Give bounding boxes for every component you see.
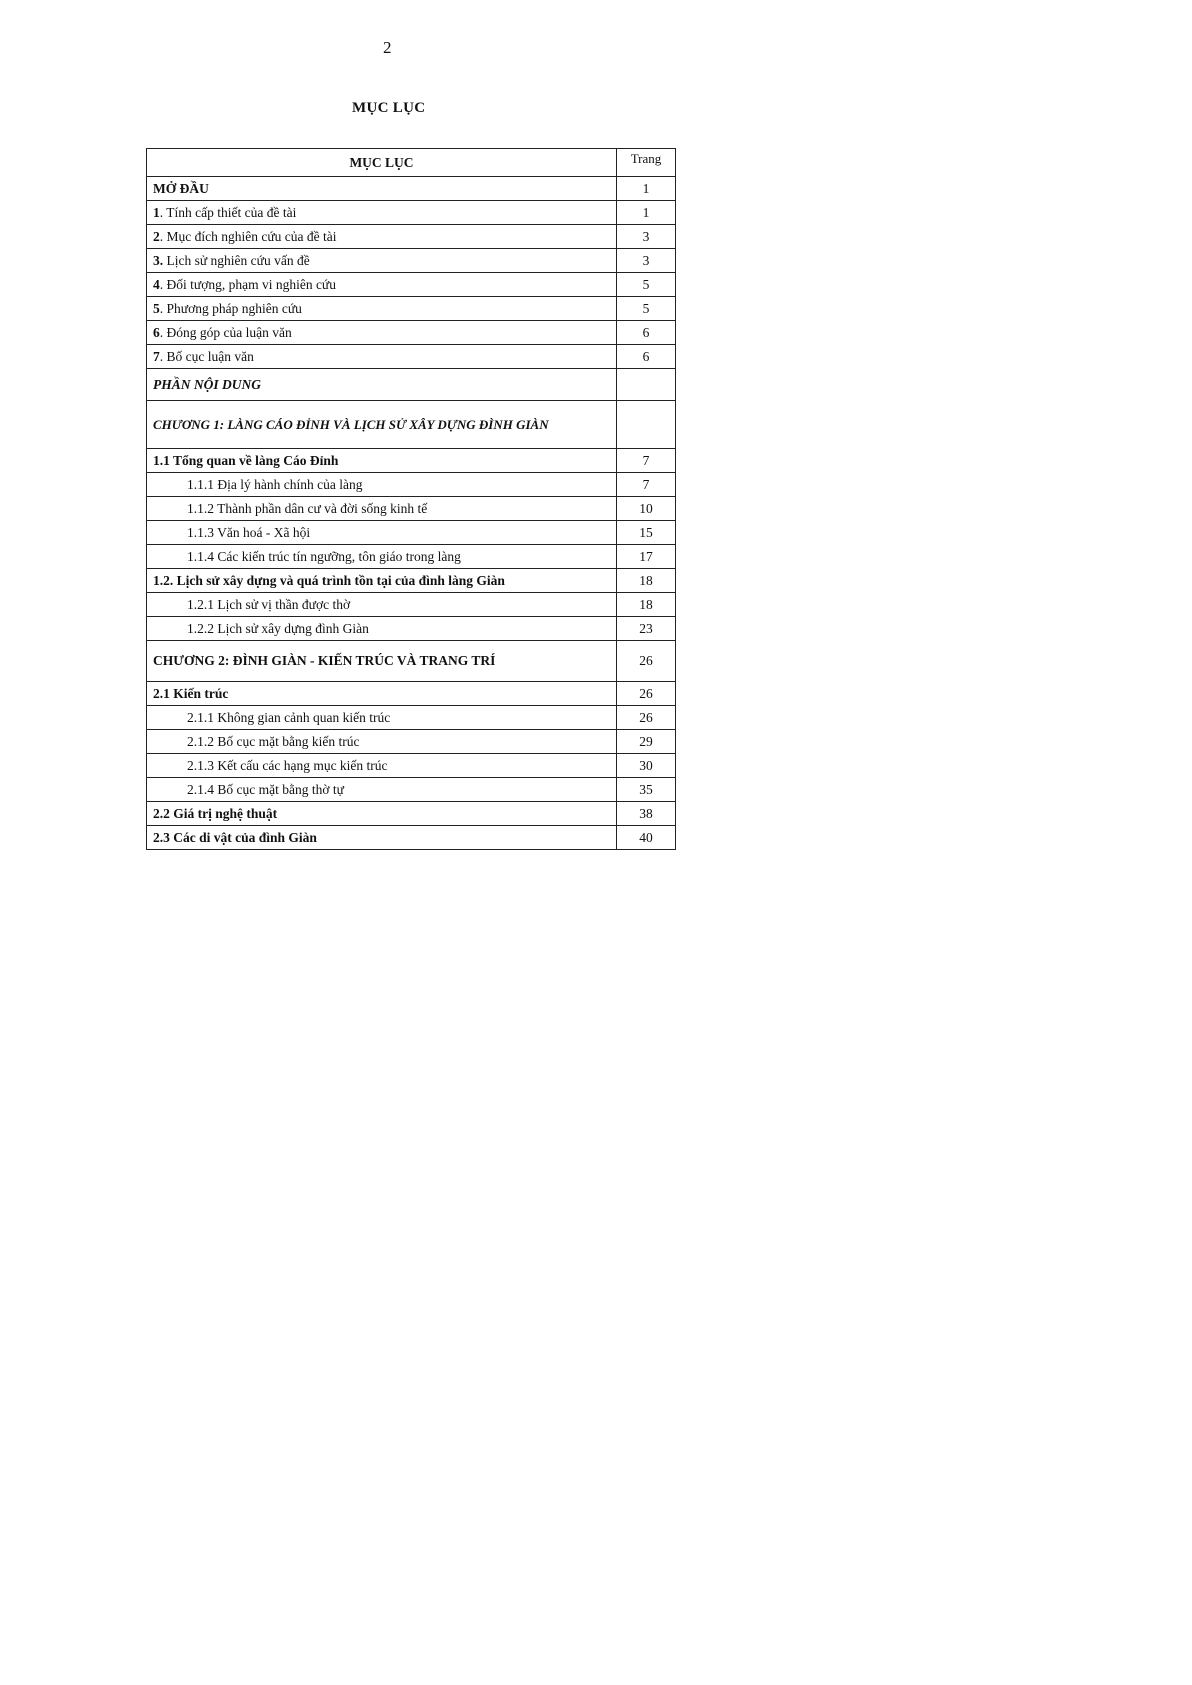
toc-entry-title [147,497,617,521]
toc-row [147,497,676,521]
toc-entry-text: PHẦN NỘI DUNG [153,376,261,392]
toc-row [147,345,676,369]
toc-entry-text: 2.1.2 Bố cục mặt bằng kiến trúc [187,733,360,749]
toc-entry-title [147,754,617,778]
toc-entry-page: 17 [617,545,676,569]
toc-entry-page: 1 [617,201,676,225]
toc-entry-text: 2.1 Kiến trúc [153,685,229,701]
toc-row [147,569,676,593]
toc-entry-page [617,369,676,401]
toc-row [147,225,676,249]
toc-entry-title [147,641,617,682]
toc-row [147,593,676,617]
toc-entry-title [147,617,617,641]
toc-entry-page: 35 [617,778,676,802]
toc-entry-page: 15 [617,521,676,545]
toc-entry-text: 1.1 Tổng quan về làng Cáo Đỉnh [153,452,339,468]
toc-entry-text: . Tính cấp thiết của đề tài [159,204,297,220]
toc-entry-page: 23 [617,617,676,641]
toc-entry-text: Lịch sử nghiên cứu vấn đề [163,252,310,268]
toc-row [147,249,676,273]
toc-entry-title [147,802,617,826]
toc-entry-number: 6 [153,324,160,340]
toc-entry-text: . Bố cục luận văn [159,348,254,364]
toc-entry-number: 4 [153,276,160,292]
toc-entry-title [147,401,617,449]
toc-row [147,177,676,201]
toc-entry-title [147,369,617,401]
toc-entry-text: 2.3 Các di vật của đình Giàn [153,829,317,845]
toc-entry-text: 1.1.4 Các kiến trúc tín ngưỡng, tôn giáo trong làng [187,548,461,564]
toc-entry-page: 3 [617,225,676,249]
toc-entry-text: 2.1.1 Không gian cảnh quan kiến trúc [187,709,391,725]
toc-entry-number: 7 [153,348,160,364]
toc-entry-page: 3 [617,249,676,273]
toc-row [147,201,676,225]
toc-row [147,706,676,730]
toc-row [147,730,676,754]
toc-entry-page: 5 [617,297,676,321]
toc-entry-page: 26 [617,706,676,730]
toc-entry-text: 1.2. Lịch sử xây dựng và quá trình tồn tại của đình làng Giàn [153,572,505,588]
toc-entry-title [147,593,617,617]
toc-entry-text: CHƯƠNG 2: ĐÌNH GIÀN - KIẾN TRÚC VÀ TRANG TRÍ [153,653,496,668]
toc-entry-page: 38 [617,802,676,826]
toc-row [147,617,676,641]
toc-row [147,545,676,569]
toc-entry-page: 10 [617,497,676,521]
toc-entry-page: 5 [617,273,676,297]
page-number: 2 [383,38,392,57]
toc-entry-title [147,321,617,345]
toc-entry-title [147,273,617,297]
toc-entry-text: . Phương pháp nghiên cứu [159,300,302,316]
toc-row [147,521,676,545]
toc-row [147,641,676,682]
toc-row [147,802,676,826]
toc-entry-title [147,545,617,569]
toc-entry-title [147,177,617,201]
toc-entry-number: 3. [153,252,164,268]
toc-entry-number: 1 [153,204,160,220]
toc-entry-page: 18 [617,569,676,593]
toc-entry-title [147,249,617,273]
toc-row [147,369,676,401]
toc-header-page: Trang [617,149,676,177]
toc-entry-page: 1 [617,177,676,201]
toc-row [147,297,676,321]
toc-entry-text: . Mục đích nghiên cứu của đề tài [159,228,337,244]
toc-entry-page [617,401,676,449]
toc-entry-page: 29 [617,730,676,754]
toc-entry-title [147,473,617,497]
toc-row [147,682,676,706]
toc-entry-number: 2 [153,228,160,244]
toc-entry-text: . Đóng góp của luận văn [159,324,292,340]
toc-entry-page: 6 [617,345,676,369]
toc-entry-text: 1.2.1 Lịch sử vị thần được thờ [187,596,351,612]
toc-entry-title [147,730,617,754]
toc-entry-title [147,682,617,706]
toc-entry-title [147,345,617,369]
toc-entry-number: 5 [153,300,160,316]
toc-entry-title [147,569,617,593]
toc-entry-text: . Đối tượng, phạm vi nghiên cứu [159,276,337,292]
toc-entry-title [147,297,617,321]
toc-header-row [147,149,676,177]
toc-row [147,754,676,778]
toc-row [147,273,676,297]
toc-entry-page: 7 [617,473,676,497]
toc-entry-text: 2.1.4 Bố cục mặt bằng thờ tự [187,781,344,797]
toc-row [147,826,676,850]
toc-row [147,449,676,473]
toc-entry-text: 1.1.3 Văn hoá - Xã hội [187,524,311,540]
document-title: MỤC LỤC [352,100,426,116]
toc-row [147,321,676,345]
toc-row [147,778,676,802]
toc-header-title: MỤC LỤC [147,149,617,177]
toc-entry-page: 6 [617,321,676,345]
toc-entry-page: 30 [617,754,676,778]
toc-entry-title [147,201,617,225]
toc-entry-title [147,521,617,545]
toc-row [147,473,676,497]
toc-entry-title [147,706,617,730]
toc-entry-page: 40 [617,826,676,850]
toc-entry-page: 18 [617,593,676,617]
toc-entry-text: 1.2.2 Lịch sử xây dựng đình Giàn [187,620,369,636]
toc-entry-text: 1.1.1 Địa lý hành chính của làng [187,476,363,492]
toc-entry-page: 26 [617,682,676,706]
toc-entry-title [147,778,617,802]
toc-entry-page: 7 [617,449,676,473]
toc-entry-title [147,449,617,473]
toc-entry-text: 2.2 Giá trị nghệ thuật [153,805,278,821]
toc-entry-text: 2.1.3 Kết cấu các hạng mục kiến trúc [187,757,388,773]
toc-entry-text: CHƯƠNG 1: LÀNG CÁO ĐỈNH VÀ LỊCH SỬ XÂY DỰNG ĐÌNH GIÀN [153,416,549,432]
toc-entry-page: 26 [617,641,676,682]
toc-entry-title [147,826,617,850]
toc-entry-text: 1.1.2 Thành phần dân cư và đời sống kinh tế [187,500,428,516]
toc-entry-title [147,225,617,249]
toc-row [147,401,676,449]
toc-entry-text: MỞ ĐẦU [153,180,209,196]
table-of-contents [146,148,676,850]
